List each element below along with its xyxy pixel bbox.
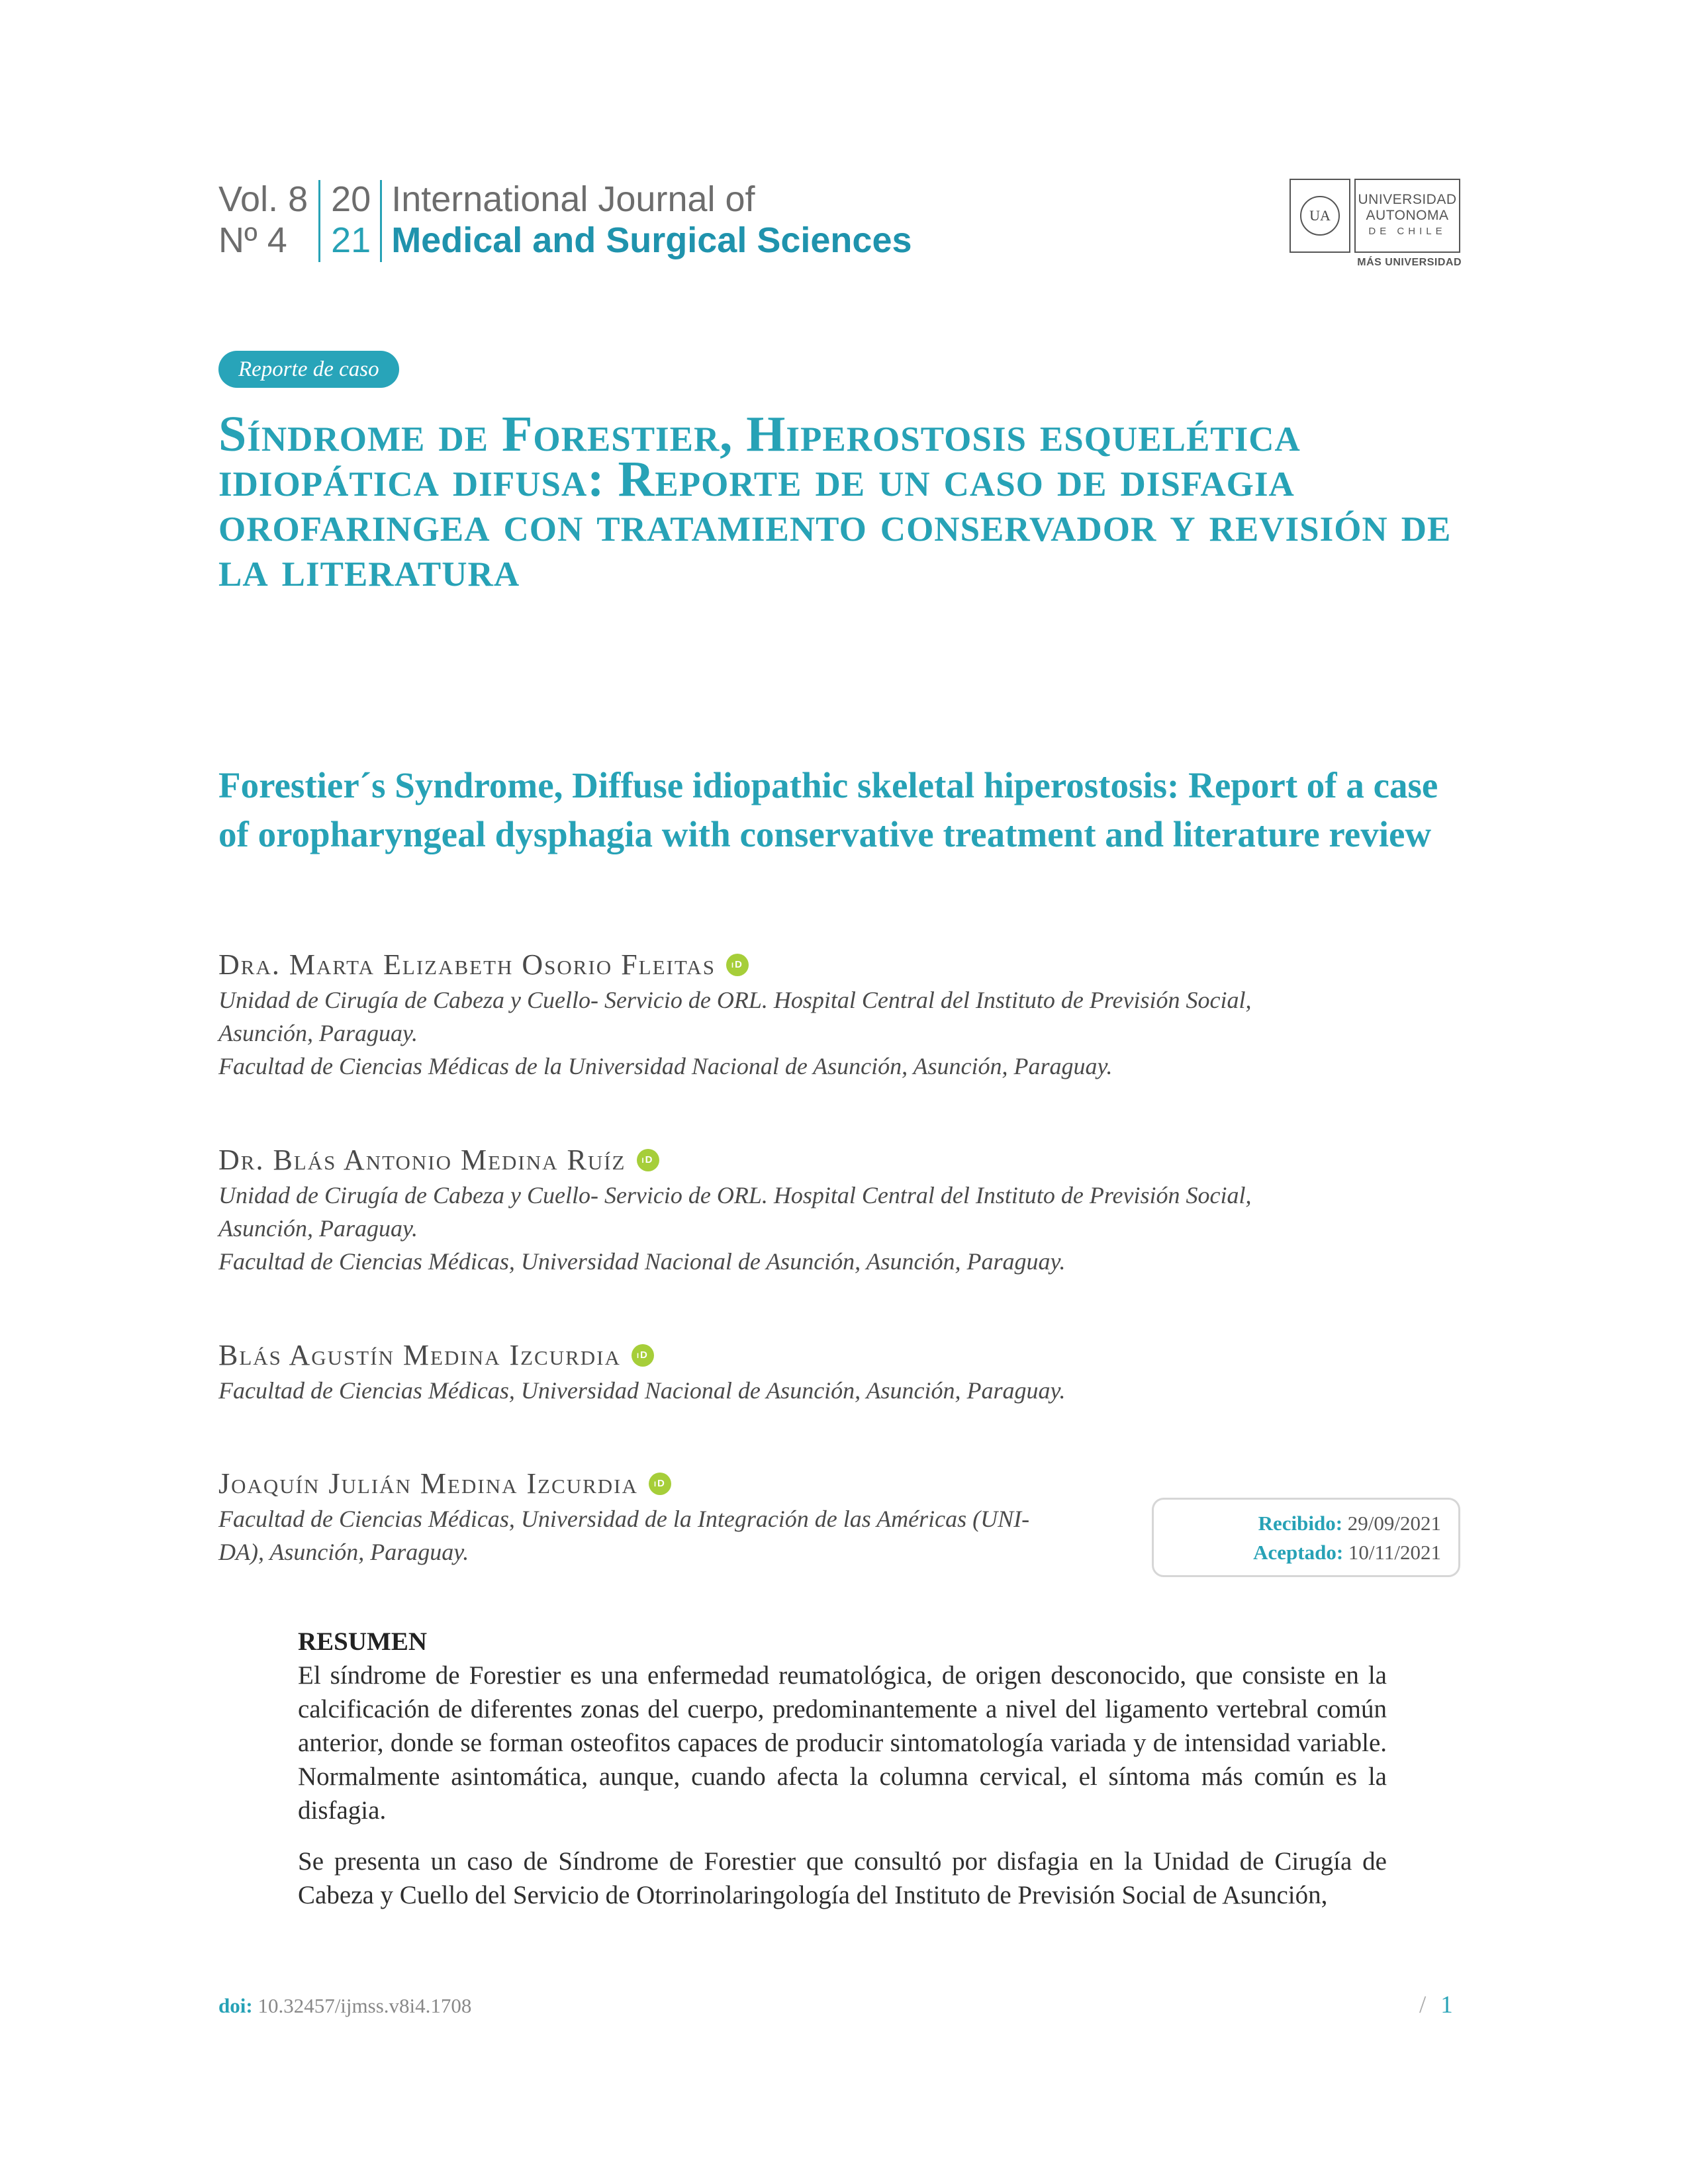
year-block [320, 179, 380, 261]
received-date: Recibido: 29/09/2021 [1258, 1512, 1441, 1535]
dates-box [1152, 1498, 1460, 1577]
author-affiliation: Facultad de Ciencias Médicas, Universidad Nacional de Asunción, Asunción, Paraguay. [218, 1377, 1066, 1404]
journal-title [382, 179, 912, 261]
volume-block [218, 179, 318, 261]
accepted-date: Aceptado: 10/11/2021 [1253, 1541, 1441, 1564]
abstract [298, 1625, 1387, 1929]
seal-icon: UA [1289, 179, 1350, 253]
author-affiliation: Asunción, Paraguay. [218, 1215, 418, 1242]
author-affiliation: DA), Asunción, Paraguay. [218, 1539, 469, 1565]
university-logo [1289, 179, 1462, 269]
volume: Vol. 8 [218, 179, 308, 219]
author-name: Blás Agustín Medina Izcurdia [218, 1339, 621, 1371]
abstract-heading: RESUMEN [298, 1627, 428, 1656]
article-type-badge: Reporte de caso [218, 351, 399, 388]
doi[interactable]: doi: 10.32457/ijmss.v8i4.1708 [218, 1994, 472, 2017]
journal-header [218, 179, 912, 265]
orcid-icon[interactable]: iD [726, 954, 749, 976]
author-affiliation: Unidad de Cirugía de Cabeza y Cuello- Servicio de ORL. Hospital Central del Instituto de Previsión Social, [218, 1182, 1252, 1208]
title-spanish: Síndrome de Forestier, Hiperostosis esquelética idiopática difusa: Reporte de un caso de disfagia orofaringea con tratamiento conservador y revisión de la literatura [218, 406, 1452, 597]
abstract-paragraph: El síndrome de Forestier es una enfermedad reumatológica, de origen desconocido, que consiste en la calcificación de diferentes zonas del cuerpo, predominantemente a nivel del ligamento vertebral común anterior, donde se forman osteofitos capaces de producir sintomatología variada y de intensidad variable. Normalmente asintomática, aunque, cuando afecta la columna cervical, el síntoma más común es la disfagia. [298, 1661, 1387, 1825]
author-block [218, 1465, 1119, 1569]
university-name: UNIVERSIDAD AUTONOMA DE CHILE [1354, 179, 1460, 253]
orcid-icon[interactable]: iD [637, 1149, 659, 1171]
title-english: Forestier´s Syndrome, Diffuse idiopathic skeletal hiperostosis: Report of a case of oropharyngeal dysphagia with conservative treatment and literature review [218, 765, 1438, 854]
author-affiliation: Unidad de Cirugía de Cabeza y Cuello- Servicio de ORL. Hospital Central del Instituto de Previsión Social, [218, 987, 1252, 1013]
year-part-1: 20 [331, 179, 371, 219]
university-tagline: MÁS UNIVERSIDAD [1357, 257, 1462, 268]
author-name: Dra. Marta Elizabeth Osorio Fleitas [218, 948, 716, 981]
orcid-icon[interactable]: iD [649, 1473, 671, 1495]
page-number: / 1 [1419, 1991, 1453, 2019]
journal-title-line2: Medical and Surgical Sciences [391, 220, 912, 260]
year-part-2: 21 [331, 220, 371, 260]
author-block [218, 946, 1476, 1083]
abstract-paragraph: Se presenta un caso de Síndrome de Forestier que consultó por disfagia en la Unidad de Cirugía de Cabeza y Cuello del Servicio de Otorrinolaringología del Instituto de Previsión Social de Asunción, [298, 1847, 1387, 1909]
author-affiliation: Facultad de Ciencias Médicas, Universidad de la Integración de las Américas (UNI- [218, 1506, 1030, 1532]
author-affiliation: Asunción, Paraguay. [218, 1020, 418, 1046]
author-block [218, 1337, 1476, 1407]
orcid-icon[interactable]: iD [632, 1344, 654, 1367]
issue-number: Nº 4 [218, 220, 287, 260]
journal-title-line1: International Journal of [391, 179, 755, 219]
author-affiliation: Facultad de Ciencias Médicas, Universidad Nacional de Asunción, Asunción, Paraguay. [218, 1248, 1066, 1275]
author-block [218, 1142, 1476, 1278]
author-affiliation: Facultad de Ciencias Médicas de la Universidad Nacional de Asunción, Asunción, Paraguay. [218, 1053, 1113, 1079]
author-name: Joaquín Julián Medina Izcurdia [218, 1467, 638, 1500]
author-name: Dr. Blás Antonio Medina Ruíz [218, 1144, 626, 1176]
